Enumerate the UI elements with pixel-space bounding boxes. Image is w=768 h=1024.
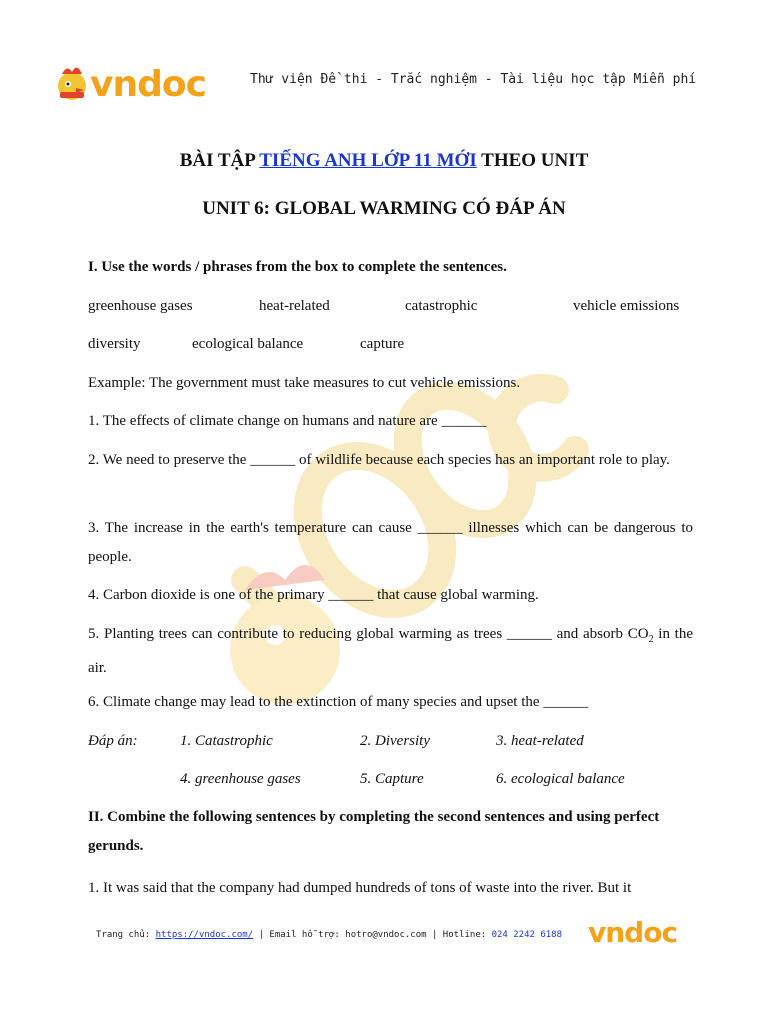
title-suffix: THEO UNIT [476, 150, 589, 171]
answer-item: 6. ecological balance [496, 771, 625, 787]
vndoc-logo[interactable] [52, 60, 222, 106]
word-box-item: catastrophic [405, 298, 478, 314]
word-box-item: greenhouse gases [88, 298, 193, 314]
answer-item: 5. Capture [360, 771, 424, 787]
footer-logo[interactable]: vndoc [588, 916, 678, 949]
page-header [52, 60, 732, 110]
question-5-subscript: 2 [648, 634, 654, 645]
answers-label: Đáp án: [88, 733, 138, 749]
question-1: 1. The effects of climate change on humans and nature are ______ [88, 413, 487, 429]
section1-heading: I. Use the words / phrases from the box to complete the sentences. [88, 259, 507, 275]
question-4: 4. Carbon dioxide is one of the primary ______ that cause global warming. [88, 587, 539, 603]
section2-heading: II. Combine the following sentences by completing the second sentences and using perfect gerunds. [88, 809, 660, 854]
word-box-item: heat-related [259, 298, 330, 314]
chick-mascot-icon [52, 62, 92, 102]
word-box-item: vehicle emissions [573, 298, 680, 314]
section2-question-1: 1. It was said that the company had dumped hundreds of tons of waste into the river. But it [88, 880, 632, 896]
logo-text: vndoc [90, 64, 206, 105]
page-footer [96, 930, 562, 940]
answer-item: 4. greenhouse gases [180, 771, 301, 787]
question-6: 6. Climate change may lead to the extinction of many species and upset the ______ [88, 694, 589, 710]
question-2: 2. We need to preserve the ______ of wildlife because each species has an important role to play. [88, 452, 670, 468]
question-3: 3. The increase in the earth's temperature can cause ______ illnesses which can be dangerous to people. [88, 520, 693, 565]
question-5 [88, 620, 693, 683]
title-link[interactable]: TIẾNG ANH LỚP 11 MỚI [259, 150, 477, 171]
footer-home-label: Trang chủ: [96, 930, 156, 940]
word-box-item: ecological balance [192, 336, 304, 352]
word-box-item: capture [360, 336, 405, 352]
page-subtitle: UNIT 6: GLOBAL WARMING CÓ ĐÁP ÁN [202, 198, 566, 219]
question-5-end: in the air. [88, 626, 693, 676]
footer-home-link[interactable]: https://vndoc.com/ [155, 930, 254, 940]
question-5-text: 5. Planting trees can contribute to reducing global warming as trees ______ and absorb CO [88, 626, 649, 642]
title-prefix: BÀI TẬP [179, 150, 260, 171]
footer-hotline: 024 2242 6188 [491, 930, 563, 940]
answer-item: 1. Catastrophic [180, 733, 273, 749]
header-tagline: Thư viện Đề thi - Trắc nghiệm - Tài liệu học tập Miễn phí [250, 72, 697, 87]
word-box-item: diversity [88, 336, 141, 352]
answer-item: 2. Diversity [360, 733, 430, 749]
footer-email-text: | Email hỗ trợ: hotro@vndoc.com | Hotline: [253, 930, 492, 940]
answer-item: 3. heat-related [496, 733, 584, 749]
page-title [0, 150, 768, 172]
example-sentence: Example: The government must take measures to cut vehicle emissions. [88, 375, 521, 391]
